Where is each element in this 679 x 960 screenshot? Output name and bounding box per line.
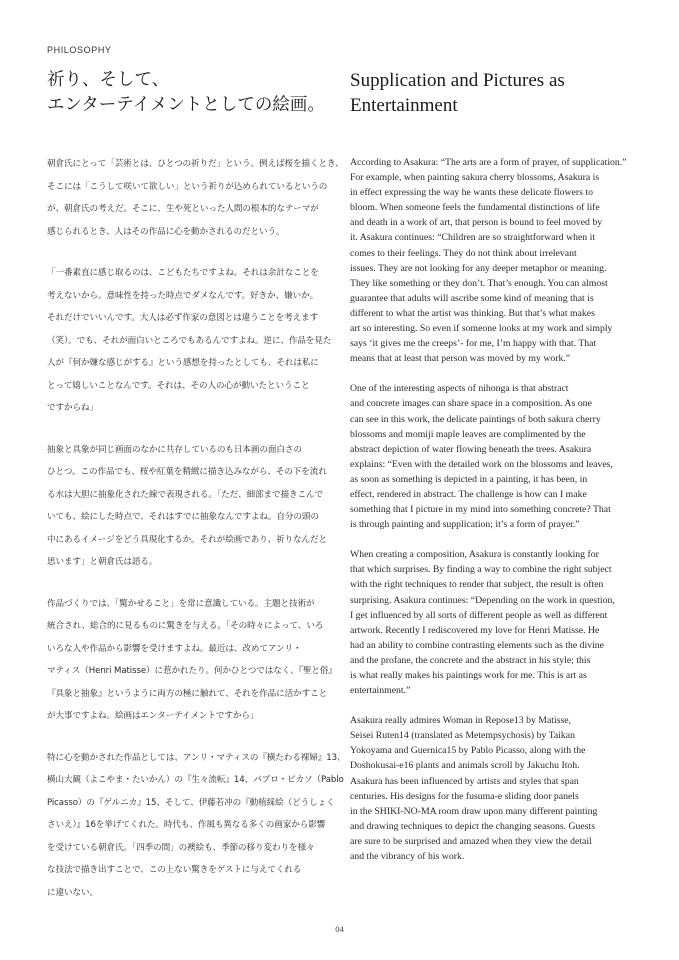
text-line: blossoms and momiji maple leaves are complimented by the: [350, 428, 586, 440]
text-line: Yokoyama and Guernica15 by Pablo Picasso, along with the: [350, 745, 586, 757]
text-line: effect, rendered in abstract. The challenge is how can I make: [350, 488, 587, 500]
text-line: that which surprises. By finding a way to combine the right subject: [350, 564, 612, 576]
text-line: They like something or they don’t. That’s enough. You can almost: [350, 277, 608, 289]
section-label: PHILOSOPHY: [47, 45, 112, 55]
text-line: 人が『何か嫌な感じがする』という感想を持ったとしても、それは私に: [47, 358, 319, 368]
text-line: can see in this work, the delicate paintings of both sakura cherry: [350, 413, 601, 425]
text-line: and the profane, the concrete and the abstract in his style; this: [350, 654, 591, 666]
text-line: Seisei Ruten14 (translated as Metempsychosis) by Taikan: [350, 730, 575, 742]
text-line: が、朝倉氏の考えだ。そこに、生や死といった人間の根本的なテーマが: [47, 204, 319, 214]
text-line: and death in a work of art, that person is bound to feel moved by: [350, 217, 603, 229]
text-line: comes to their feelings. They do not think about irrelevant: [350, 247, 577, 259]
text-line: Asakura really admires Woman in Repose13 by Matisse,: [350, 715, 572, 727]
text-line: る水は大胆に抽象化された線で表現される。「ただ、細部まで描きこんで: [47, 489, 323, 500]
text-line: explains: “Even with the detailed work on the blossoms and leaves,: [350, 458, 613, 470]
text-line: surprising. Asakura continues: “Depending on the work in question,: [350, 594, 615, 606]
text-line: abstract depiction of water flowing beneath the trees. Asakura: [350, 443, 592, 455]
text-line: in the SHIKI-NO-MA room draw upon many different painting: [350, 805, 598, 817]
text-line: in effect expressing the way he wants these delicate flowers to: [350, 187, 593, 199]
paragraph: [47, 153, 344, 243]
text-line: When creating a composition, Asakura is constantly looking for: [350, 549, 599, 561]
text-line: 考えないから。意味性を持った時点でダメなんです。好きか、嫌いか。: [47, 290, 319, 301]
japanese-body-column: [47, 153, 346, 923]
text-line: いろな人や作品から影響を受けますよね。最近は、改めてアンリ・: [47, 643, 302, 654]
text-line: が大事ですよね。絵画はエンターテイメントですから」: [47, 711, 259, 721]
paragraph: [47, 747, 346, 905]
text-line: ですからね」: [47, 403, 98, 413]
text-line: 『具象と抽象』というように両方の極に触れて、それを作品に活かすこと: [47, 688, 328, 699]
text-line: One of the interesting aspects of nihonga is that abstract: [350, 383, 569, 395]
text-line: 「一番素直に感じ取るのは、こどもたちですよね。それは余計なことを: [47, 268, 319, 278]
paragraph: [350, 713, 640, 864]
text-line: says ‘it gives me the creeps’- for me, I’m happy with that. That: [350, 338, 597, 350]
text-line: 思います」と朝倉氏は語る。: [47, 557, 158, 567]
text-line: According to Asakura: “The arts are a form of prayer, of supplication.”: [350, 157, 627, 168]
text-line: entertainment.”: [350, 685, 411, 697]
page-number: 04: [335, 924, 344, 934]
text-line: に違いない。: [47, 887, 98, 898]
text-line: with the right techniques to render that subject, the result is often: [350, 579, 604, 591]
text-line: means that at least that person was moved by my work.”: [350, 353, 571, 365]
text-line: and drawing techniques to depict the changing seasons. Guests: [350, 820, 596, 832]
text-line: 横山大観（よこやま・たいかん）の『生々流転』14、パブロ・ピカソ（Pablo: [47, 775, 344, 785]
text-line: 特に心を動かされた作品としては、アンリ・マティスの『横たわる裸婦』13、: [47, 752, 346, 763]
text-line: guarantee that adults will ascribe some kind of meaning that is: [350, 292, 594, 304]
japanese-title: [47, 68, 337, 118]
text-line: （笑）。でも、それが面白いところでもあるんですよね。逆に、作品を見た: [47, 335, 332, 346]
text-line: For example, when painting sakura cherry blossoms, Asakura is: [350, 172, 600, 184]
text-line: 統合され、総合的に見るものに驚きを与える。「その時々によって、いろ: [47, 621, 324, 631]
text-line: を受けている朝倉氏。「四季の間」の襖絵も、季節の移り変わりを様々: [47, 842, 315, 853]
english-title: [350, 68, 650, 118]
text-line: 感じられるとき、人はその作品に心を動かされるのだという。: [47, 226, 285, 237]
text-line: Asakura has been influenced by artists and styles that span: [350, 775, 579, 787]
text-line: it. Asakura continues: “Children are so straightforward when it: [350, 232, 596, 244]
text-line: それだけでいいんです。大人は必ず作家の意図とは違うことを考えます: [47, 313, 319, 323]
text-line: and the vibrancy of his work.: [350, 851, 465, 863]
text-line: is through painting and supplication; it’s a form of prayer.”: [350, 519, 580, 531]
text-line: とって嬉しいことなんです。それは、その人の心が動いたということ: [47, 380, 310, 391]
text-line: マティス（Henri Matisse）に惹かれたり。何かひとつではなく、『聖と俗』: [47, 666, 337, 676]
text-line: 作品づくりでは、「驚かせること」を常に意識している。主題と技術が: [47, 598, 315, 609]
title-line: 祈り、そして、: [47, 70, 170, 90]
text-line: as soon as something is depicted in a painting, it has been, in: [350, 473, 588, 485]
paragraph: [350, 547, 640, 698]
text-line: さいえ）』16を挙げてくれた。時代も、作風も異なる多くの画家から影響: [47, 820, 326, 830]
paragraph: [47, 262, 333, 420]
text-line: な技法で描き出すことで、この上ない驚きをゲストに与えてくれる: [47, 865, 302, 875]
text-line: ひとつ。この作品でも、桜や紅葉を精緻に描き込みながら、その下を流れ: [47, 467, 327, 477]
paragraph: [47, 593, 337, 728]
paragraph: [350, 381, 640, 532]
text-line: Doshokusai-e16 plants and animals scroll by Jakuchu Itoh.: [350, 760, 580, 772]
paragraph: [47, 439, 333, 574]
text-line: 抽象と具象が同じ画面のなかに共存しているのも日本画の面白さの: [47, 444, 302, 455]
text-line: bloom. When someone feels the fundamental distinctions of life: [350, 202, 600, 214]
text-line: 中にあるイメージをどう具現化するか。それが絵画であり、祈りなんだと: [47, 534, 328, 545]
text-line: are sure to be surprised and amazed when they view the detail: [350, 835, 592, 847]
text-line: Picasso）の『ゲルニカ』15、そして、伊藤若冲の『動植綵絵（どうしょく: [47, 797, 335, 808]
text-line: artwork. Recently I rediscovered my love for Henri Matisse. He: [350, 624, 600, 636]
text-line: いても、絵にした時点で、それはすでに抽象なんですよね。自分の頭の: [47, 512, 319, 522]
text-line: had an ability to combine contrasting elements such as the divine: [350, 639, 604, 651]
title-line: Supplication and Pictures as: [350, 70, 565, 91]
text-line: centuries. His designs for the fusuma-e sliding door panels: [350, 790, 579, 802]
text-line: art so interesting. So even if someone looks at my work and simply: [350, 323, 613, 335]
text-line: issues. They are not looking for any deeper metaphor or meaning.: [350, 262, 607, 274]
paragraph: [350, 155, 640, 366]
english-body-column: [350, 155, 640, 879]
title-line: Entertainment: [350, 95, 458, 116]
text-line: そこには「こうして咲いて欲しい」という祈りが込められているというの: [47, 181, 328, 192]
text-line: something that I picture in my mind into something concrete? That: [350, 504, 611, 516]
text-line: different to what the artist was thinking. But that’s what makes: [350, 307, 595, 319]
title-line: エンターテイメントとしての絵画。: [47, 95, 325, 115]
text-line: and concrete images can share space in a composition. As one: [350, 398, 592, 410]
text-line: I get influenced by all sorts of different people as well as different: [350, 609, 608, 621]
text-line: is what really makes his paintings work for me. This is art as: [350, 670, 587, 681]
text-line: 朝倉氏にとって「芸術とは、ひとつの祈りだ」という。例えば桜を描くとき、: [47, 159, 344, 169]
